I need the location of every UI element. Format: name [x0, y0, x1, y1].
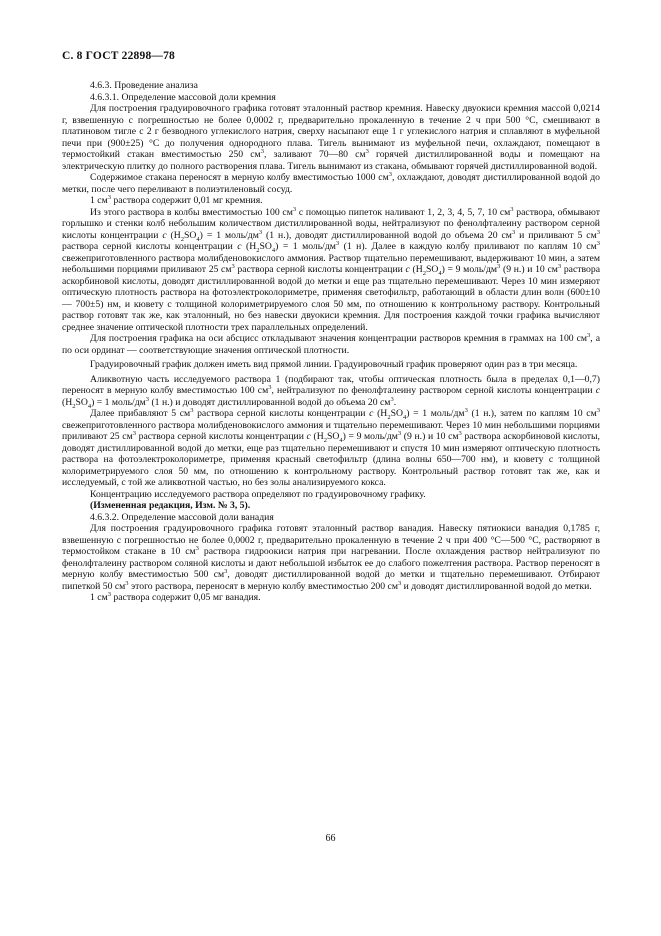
paragraph: 4.6.3.1. Определение массовой доли кремния [90, 91, 276, 103]
paragraph: Далее прибавляют 5 $см^3$ раствора серной кислоты концентрации с $(Н_2SO_4) = 1$ моль/$дм^3$ (1 н.), затем по каплям 10 $см^3$ свежеприготовленного раствора молибденовокислого аммония и тщательно перемешивают. Через 10 мин небольшими порциями приливают 25 $см^3$ раствора серной кислоты концентрации с $(Н_2SO_4) = 9$ моль/$дм^3$ (9 н.) и 10 $см^3$ раствора аскорбиновой кислоты, доводят дистиллированной водой до метки, еще раз тщательно перемешивают и спустя 10 мин измеряют оптическую плотность раствора на фотоэлектроколориметре, применяя красный светофильтр (длина волны 650—700 нм), и кювету с толщиной колориметрируемого слоя 50 мм, по отношению к контрольному раствору. Контрольный раствор готовят так же, как и исследуемый, с той же аликвотной частью, но без золы анализируемого кокса. [62, 406, 600, 488]
paragraph: 4.6.3.2. Определение массовой доли ванадия [90, 511, 274, 523]
page-number: 66 [325, 833, 336, 844]
paragraph: Для построения градуировочного графика готовят эталонный раствор кремния. Навеску двуокиси кремния массой 0,0214 г, взвешенную с погрешностью не более 0,0002 г, предварительно прокаленную в течение 2 ч при 500 °С, смешивают в платиновом тигле с 2 г безводного углекислого натрия, сверху насыпают еще 1 г углекислого натрия и сплавляют в муфельной печи при (900±25) °С до получения однородного плава. Тигель вынимают из муфельной печи, охлаждают, помещают в термостойкий стакан вместимостью 250 $см^3$, заливают 70—80 $см^3$ горячей дистиллированной воды и помещают на электрическую плитку до полного растворения плава. Тигель вынимают из стакана, обмывают горячей дистиллированной водой. [62, 103, 600, 172]
paragraph: 1 $см^3$ раствора содержит 0,05 мг ванадия. [90, 590, 261, 603]
paragraph: Для построения градуировочного графика готовят эталонный раствор ванадия. Навеску пятиокиси ванадия 0,1785 г, взвешенную с погрешностью не более 0,0002 г, предварительно прокаленную в течение 2 ч при 400 °С—500 °С, растворяют в термостойком стакане в 10 $см^3$ раствора гидроокиси натрия при нагревании. После охлаждения раствор нейтрализуют по фенолфталеину раствором соляной кислоты и дают небольшой избыток ее до слабого пожелтения раствора. Раствор переносят в мерную колбу вместимостью 500 $см^3$, доводят дистиллированной водой до метки и тщательно перемешивают. Отбирают пипеткой 50 $см^3$ этого раствора, переносят в мерную колбу вместимостью 200 $см^3$ и доводят дистиллированной водой до метки. [62, 523, 600, 592]
paragraph: Из этого раствора в колбы вместимостью 100 $см^3$ с помощью пипеток наливают 1, 2, 3, 4, 5, 7, 10 $см^3$ раствора, обмывают горлышко и стенки колб небольшим количеством дистиллированной воды, нейтрализуют по фенолфталеину раствором серной кислоты концентрации с $(Н_2SO_4) = 1$ моль/$дм^3$ (1 н.), доводят дистиллированной водой до объема 20 $см^3$ и приливают 5 $см^3$ раствора серной кислоты концентрации с $(Н_2SO_4) = 1$ моль/$дм^3$ (1 н). Далее в каждую колбу приливают по каплям 10 $см^3$ свежеприготовленного раствора молибденовокислого аммония. Раствор тщательно перемешивают, выдерживают 10 мин, а затем небольшими порциями приливают 25 $см^3$ раствора серной кислоты концентрации с $(Н_2SO_4) = 9$ моль/$дм^3$ (9 н.) и 10 $см^3$ раствора аскорбиновой кислоты, доводят дистиллированной водой до метки и еще раз тщательно перемешивают. Через 10 мин измеряют оптическую плотность раствора на фотоэлектроколориметре, применяя светофильтр, работающий в области длин волн (600±10 — 700±5) нм, и кювету с толщиной колориметрируемого слоя 50 мм, по отношению к контрольному раствору. Контрольный раствор готовят так же, как эталонный, но без навески двуокиси кремния. Для построения каждой точки графика вычисляют среднее значение оптической плотности трех параллельных определений. [62, 205, 600, 333]
document-body [62, 80, 600, 604]
page-header: С. 8 ГОСТ 22898—78 [62, 50, 175, 62]
paragraph: Содержимое стакана переносят в мерную колбу вместимостью 1000 $см^3$, охлаждают, доводят дистиллированной водой до метки, после чего переливают в полиэтиленовый сосуд. [62, 170, 600, 195]
paragraph: (Измененная редакция, Изм. № 3, 5). [90, 500, 251, 511]
paragraph: Аликвотную часть исследуемого раствора 1 (подбирают так, чтобы оптическая плотность была в пределах 0,1—0,7) переносят в мерную колбу вместимостью 100 $см^3$, нейтрализуют по фенолфталеину раствором серной кислоты концентрации с $(Н_2SO_4) = 1$ моль/$дм^3$ (1 н.) и доводят дистиллированной водой до объема 20 $см^3$. [62, 373, 600, 410]
paragraph: 4.6.3. Проведение анализа [90, 80, 198, 91]
paragraph: Градуировочный график должен иметь вид прямой линии. Градуировочный график проверяют один раз в три месяца. [90, 359, 578, 370]
paragraph: Для построения графика на оси абсцисс откладывают значения концентрации растворов кремния в граммах на 100 $см^3$, а по оси ординат — соответствующие значения оптической плотности. [62, 331, 600, 356]
paragraph: 1 $см^3$ раствора содержит 0,01 мг кремния. [90, 193, 263, 206]
paragraph: Концентрацию исследуемого раствора определяют по градуировочному графику. [90, 488, 426, 500]
